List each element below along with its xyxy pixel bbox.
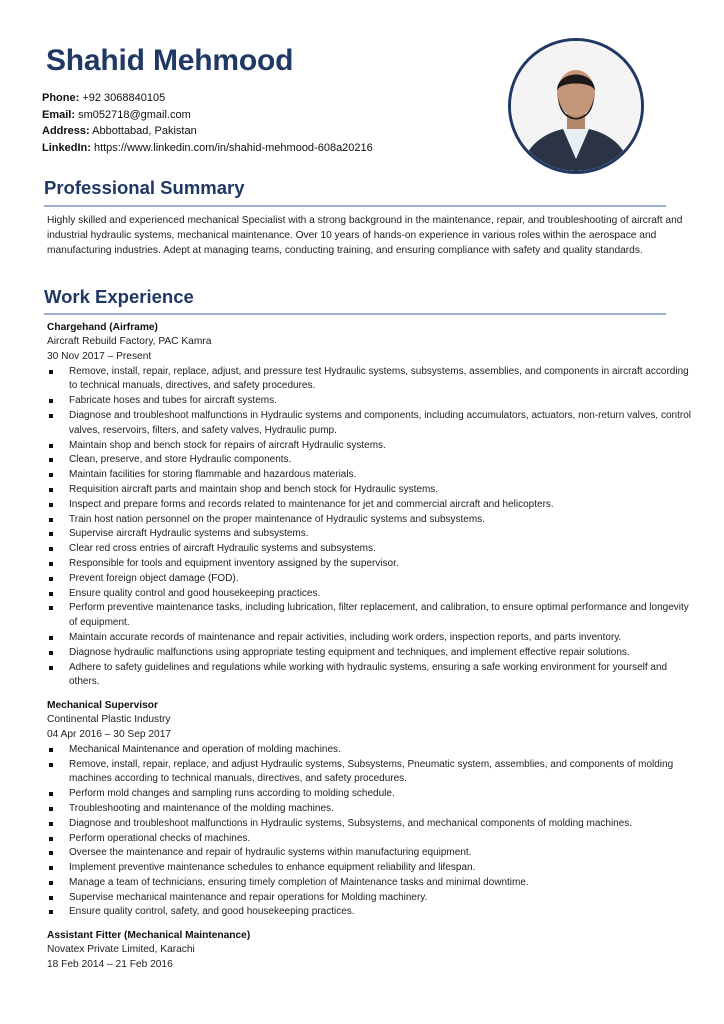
section-title-summary: Professional Summary	[44, 177, 245, 198]
duty-item: Train host nation personnel on the proper maintenance of Hydraulic systems and subsystems.	[47, 513, 697, 528]
contact-phone	[42, 90, 373, 107]
duty-item: Clear red cross entries of aircraft Hydraulic systems and subsystems.	[47, 542, 697, 557]
duty-item: Clean, preserve, and store Hydraulic components.	[47, 453, 697, 468]
contact-address	[42, 123, 373, 140]
duty-item: Supervise aircraft Hydraulic systems and subsystems.	[47, 527, 697, 542]
duty-item: Perform mold changes and sampling runs according to molding schedule.	[47, 787, 697, 802]
duty-item: Prevent foreign object damage (FOD).	[47, 572, 697, 587]
job-dates: 18 Feb 2014 – 21 Feb 2016	[47, 959, 173, 971]
contact-label: Email:	[42, 108, 76, 121]
duty-item: Implement preventive maintenance schedules to enhance equipment reliability and lifespan.	[47, 861, 697, 876]
duty-item: Inspect and prepare forms and records related to maintenance for jet and commercial aircraft and helicopters.	[47, 498, 697, 513]
contact-linkedin	[42, 140, 373, 157]
person-portrait-icon	[511, 41, 641, 171]
duty-item: Remove, install, repair, replace, adjust, and pressure test Hydraulic systems, subsystems, assemblies, and components in aircraft according to technical manuals, directives, and safety procedures.	[47, 365, 697, 395]
contact-block	[42, 90, 373, 156]
duty-item: Perform operational checks of machines.	[47, 832, 697, 847]
job-entry	[47, 698, 697, 920]
duty-item: Responsible for tools and equipment inventory assigned by the supervisor.	[47, 557, 697, 572]
job-company: Continental Plastic Industry	[47, 714, 171, 726]
job-title: Mechanical Supervisor	[47, 700, 158, 712]
job-entry	[47, 928, 697, 973]
duty-item: Ensure quality control and good housekeeping practices.	[47, 587, 697, 602]
duty-item: Adhere to safety guidelines and regulations while working with hydraulic systems, ensuring a safe working environment for yourself and others.	[47, 661, 697, 691]
duty-item: Perform preventive maintenance tasks, including lubrication, filter replacement, and calibration, to ensure optimal performance and longevity of equipment.	[47, 601, 697, 631]
contact-label: LinkedIn:	[42, 141, 91, 154]
profile-photo	[508, 38, 644, 174]
duty-item: Mechanical Maintenance and operation of molding machines.	[47, 743, 697, 758]
duty-item: Diagnose hydraulic malfunctions using appropriate testing equipment and techniques, and implement effective repair solutions.	[47, 646, 697, 661]
section-title-experience: Work Experience	[44, 286, 194, 307]
summary-text: Highly skilled and experienced mechanical Specialist with a strong background in the maintenance, repair, and troubleshooting of aircraft and industrial hydraulic systems, mechanical maintenance. Over 10 years of hands-on experience in various roles within the aerospace and manufacturing industries. Adept at managing teams, conducting training, and ensuring compliance with safety and quality standards.	[47, 215, 683, 256]
job-title: Chargehand (Airframe)	[47, 322, 158, 333]
duty-item: Diagnose and troubleshoot malfunctions in Hydraulic systems and components, including accumulators, actuators, non-return valves, control valves, reservoirs, filters, and safety valves, Hydraulic pump.	[47, 409, 697, 439]
contact-value: sm052718@gmail.com	[75, 108, 191, 121]
section-divider	[44, 313, 666, 315]
contact-value: Abbottabad, Pakistan	[89, 125, 197, 137]
duty-item: Maintain accurate records of maintenance and repair activities, including work orders, inspection reports, and parts inventory.	[47, 631, 697, 646]
job-company: Novatex Private Limited, Karachi	[47, 944, 195, 956]
duty-item: Diagnose and troubleshoot malfunctions in Hydraulic systems, Subsystems, and mechanical components of molding machines.	[47, 817, 697, 832]
duty-item: Fabricate hoses and tubes for aircraft systems.	[47, 394, 697, 409]
contact-email	[42, 107, 373, 124]
contact-label: Address:	[42, 125, 90, 137]
duty-item: Supervise mechanical maintenance and repair operations for Molding machinery.	[47, 891, 697, 906]
contact-value: https://www.linkedin.com/in/shahid-mehmood-608a20216	[90, 141, 373, 154]
duty-item: Maintain facilities for storing flammable and hazardous materials.	[47, 468, 697, 483]
candidate-name: Shahid Mehmood	[46, 44, 294, 77]
work-experience-list	[47, 320, 697, 981]
duty-list	[47, 743, 697, 921]
job-dates: 30 Nov 2017 – Present	[47, 350, 152, 362]
job-entry	[47, 320, 697, 690]
duty-list	[47, 365, 697, 691]
duty-item: Troubleshooting and maintenance of the molding machines.	[47, 802, 697, 817]
duty-item: Manage a team of technicians, ensuring timely completion of Maintenance tasks and minimal downtime.	[47, 876, 697, 891]
job-dates: 04 Apr 2016 – 30 Sep 2017	[47, 728, 172, 740]
duty-item: Oversee the maintenance and repair of hydraulic systems within manufacturing equipment.	[47, 846, 697, 861]
duty-item: Ensure quality control, safety, and good housekeeping practices.	[47, 905, 697, 920]
job-title: Assistant Fitter (Mechanical Maintenance)	[47, 930, 251, 942]
contact-label: Phone:	[42, 92, 80, 104]
duty-item: Remove, install, repair, replace, and adjust Hydraulic systems, Subsystems, Pneumatic system, assemblies, and components of molding machines according to technical manuals, directives, and safety procedures.	[47, 758, 697, 788]
duty-item: Maintain shop and bench stock for repairs of aircraft Hydraulic systems.	[47, 439, 697, 454]
duty-item: Requisition aircraft parts and maintain shop and bench stock for Hydraulic systems.	[47, 483, 697, 498]
contact-value: +92 3068840105	[79, 92, 166, 104]
job-company: Aircraft Rebuild Factory, PAC Kamra	[47, 336, 212, 347]
section-divider	[44, 205, 666, 207]
